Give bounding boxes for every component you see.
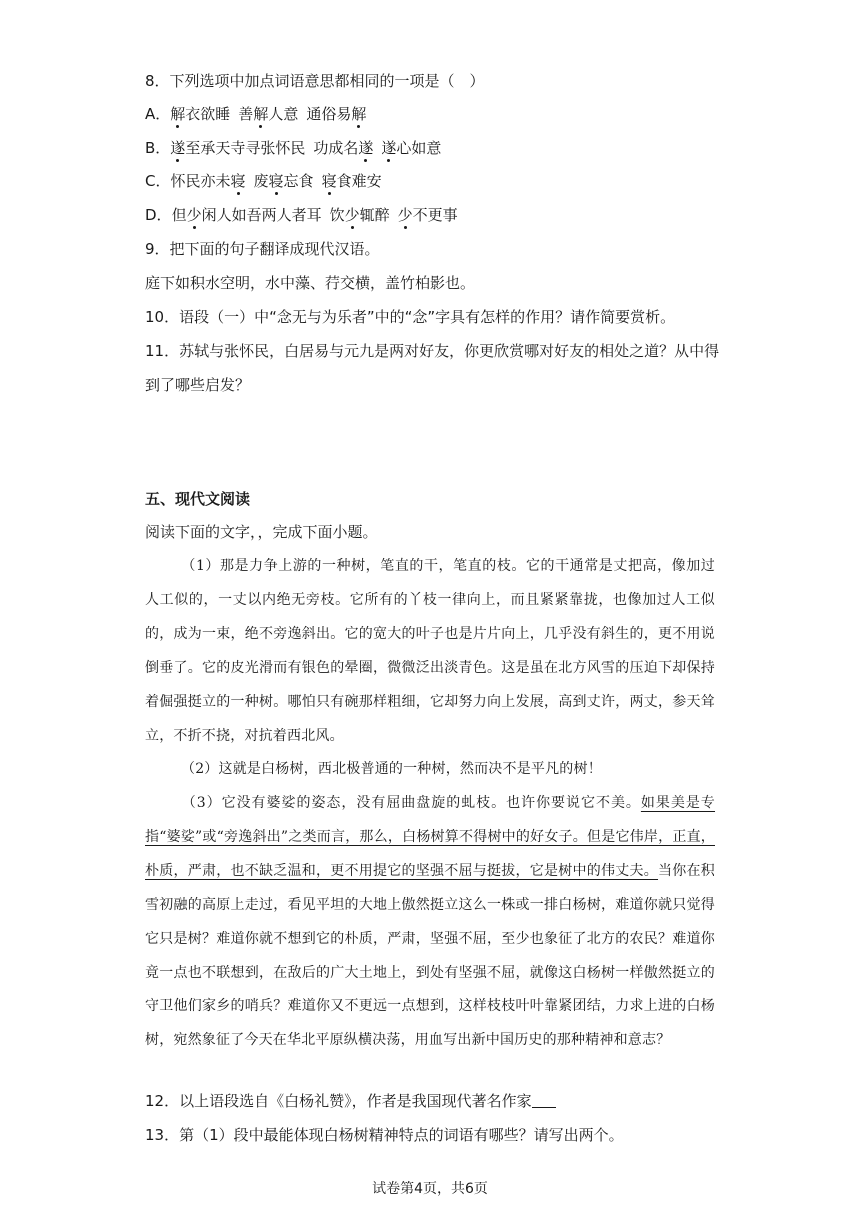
question-8-option-a: A．解衣欲睡 善解人意 通俗易解 <box>145 105 367 123</box>
question-8-option-b: B．遂至承天寺寻张怀民 功成名遂 遂心如意 <box>145 139 442 157</box>
passage-paragraph-1: （1）那是力争上游的一种树，笔直的干，笔直的枝。它的干通常是丈把高，像加过人工似的，一丈以内绝无旁枝。它所有的丫枝一律向上，而且紧紧靠拢，也像加过人工似的，成为一束，绝不旁逸斜出。它的宽大的叶子也是片片向上，几乎没有斜生的，更不用说倒垂了。它的皮光滑而有银色的晕圈，微微泛出淡青色。这是虽在北方风雪的压迫下却保持着倔强挺立的一种树。哪怕只有碗那样粗细，它却努力向上发展，高到丈许，两丈，参天耸立，不折不挠，对抗着西北风。 <box>145 558 715 744</box>
question-10: 10．语段（一）中“念无与为乐者”中的“念”字具有怎样的作用？请作简要赏析。 <box>145 308 676 326</box>
question-12: 12．以上语段选自《白杨礼赞》，作者是我国现代著名作家 <box>145 1092 556 1110</box>
section-instruction: 阅读下面的文字，，完成下面小题。 <box>145 523 378 541</box>
answer-blank <box>532 1093 556 1108</box>
question-8-option-c: C．怀民亦未寝 废寝忘食 寝食难安 <box>145 172 382 190</box>
underlined-sentence: 如果美是专指“婆娑”或“旁逸斜出”之类而言，那么，白杨树算不得树中的好女子。但是它伟岸，正直，朴质，严肃，也不缺乏温和，更不用提它的坚强不屈与挺拔，它是树中的伟丈夫。 <box>145 795 716 879</box>
page-footer: 试卷第4页，共6页 <box>372 1181 488 1197</box>
passage-paragraph-3: （3）它没有婆娑的姿态，没有屈曲盘旋的虬枝。也许你要说它不美。如果美是专指“婆娑”或“旁逸斜出”之类而言，那么，白杨树算不得树中的好女子。但是它伟岸，正直，朴质，严肃，也不缺乏温和，更不用提它的坚强不屈与挺拔，它是树中的伟丈夫。当你在积雪初融的高原上走过，看见平坦的大地上傲然挺立这么一株或一排白杨树，难道你就只觉得它只是树？难道你就不想到它的朴质，严肃，坚强不屈，至少也象征了北方的农民？难道你竟一点也不联想到，在敌后的广大土地上，到处有坚强不屈，就像这白杨树一样傲然挺立的守卫他们家乡的哨兵？难道你又不更远一点想到，这样枝枝叶叶靠紧团结，力求上进的白杨树，宛然象征了今天在华北平原纵横决荡，用血写出新中国历史的那种精神和意志？ <box>145 795 716 1049</box>
question-11-line-2: 到了哪些启发？ <box>145 376 251 394</box>
question-9-stem: 9．把下面的句子翻译成现代汉语。 <box>145 240 380 258</box>
section-heading: 五、现代文阅读 <box>145 490 251 508</box>
passage-paragraph-2: （2）这就是白杨树，西北极普通的一种树，然而决不是平凡的树！ <box>181 761 602 777</box>
question-8-option-d: D．但少闲人如吾两人者耳 饮少辄醉 少不更事 <box>145 206 458 224</box>
question-11-line-1: 11．苏轼与张怀民，白居易与元九是两对好友，你更欣赏哪对好友的相处之道？从中得 <box>145 342 720 360</box>
question-9-sentence: 庭下如积水空明，水中藻、荇交横，盖竹柏影也。 <box>145 274 476 292</box>
question-13: 13．第（1）段中最能体现白杨树精神特点的词语有哪些？请写出两个。 <box>145 1126 624 1144</box>
question-8-stem: 8．下列选项中加点词语意思都相同的一项是（ ） <box>145 72 485 90</box>
